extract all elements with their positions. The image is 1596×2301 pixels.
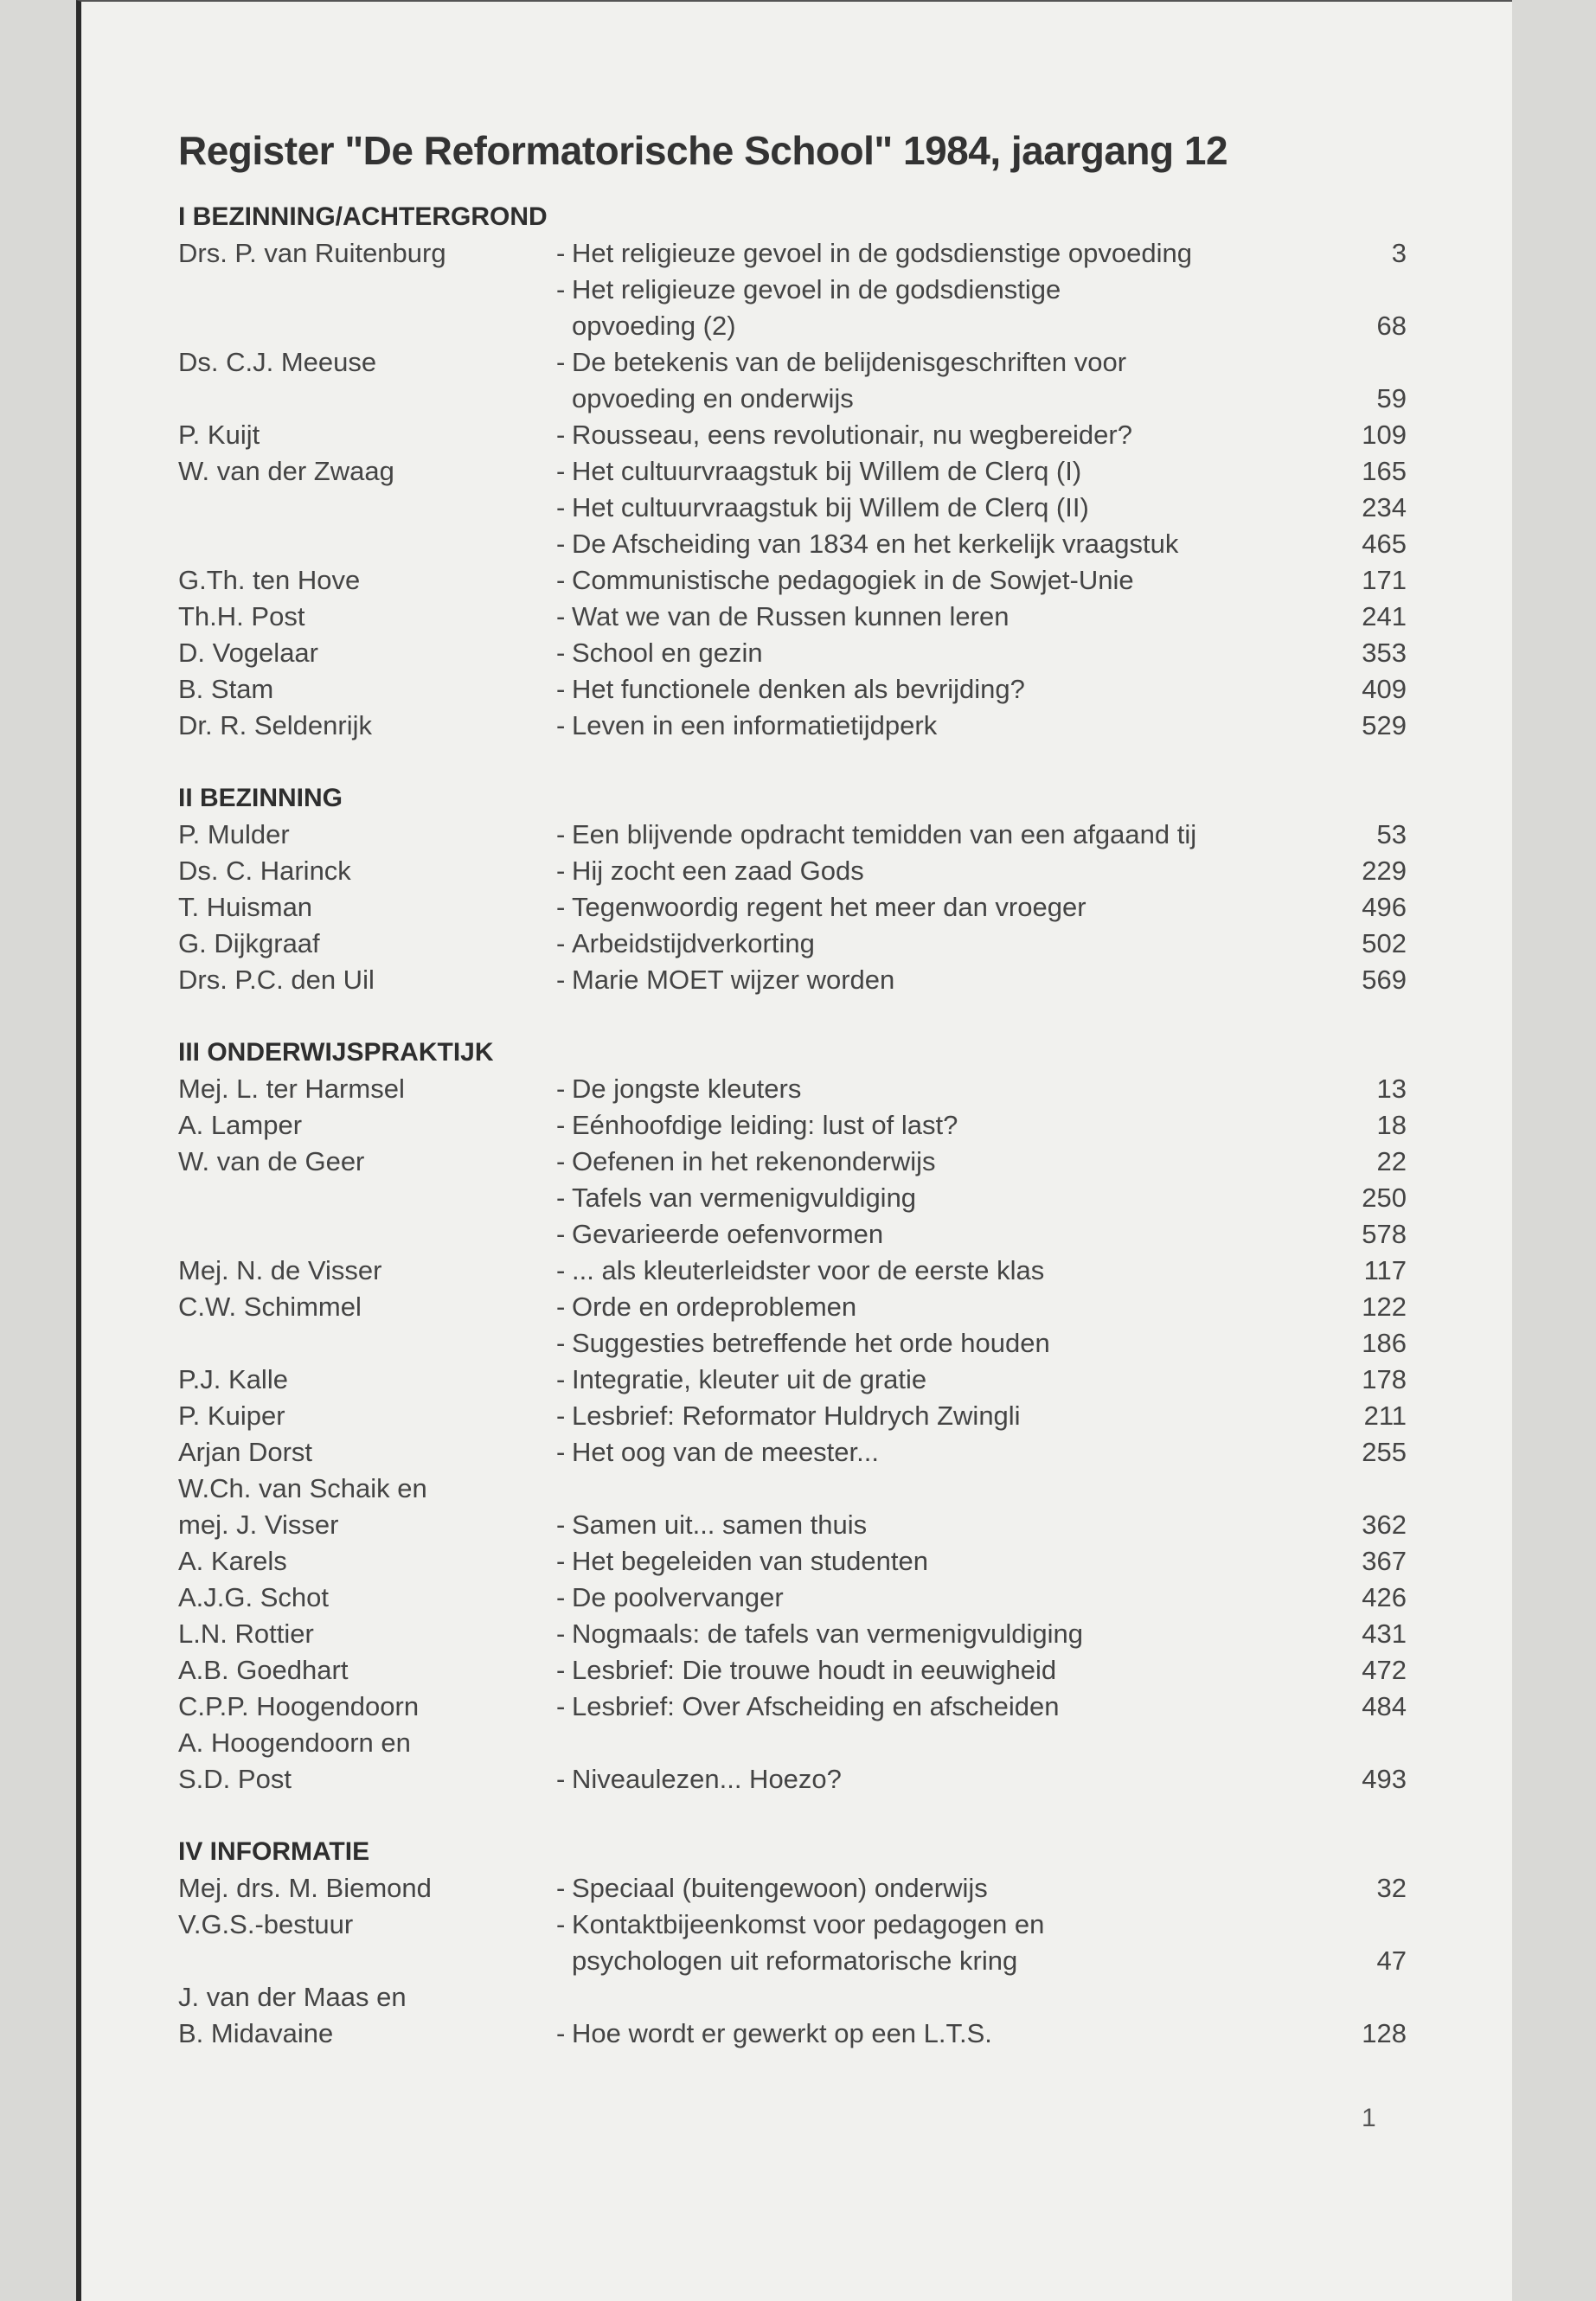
entry-page-number: 472 — [1362, 1655, 1407, 1685]
register-entry-row — [178, 453, 1407, 490]
entry-article — [556, 1580, 1407, 1616]
register-entry-row — [178, 417, 1407, 453]
register-entry-row — [178, 1907, 1407, 1979]
entry-dash: - — [556, 1255, 566, 1285]
entry-title: Leven in een informatietijdperk — [572, 710, 938, 740]
entry-author: W.Ch. van Schaik en mej. J. Visser — [178, 1473, 427, 1540]
register-section — [178, 1035, 1407, 1798]
entry-article — [556, 272, 1407, 344]
section-heading: I BEZINNING/ACHTERGROND — [178, 202, 548, 231]
entry-page-number: 234 — [1362, 492, 1407, 522]
entry-title: Het begeleiden van studenten — [572, 1546, 928, 1576]
register-entry-row — [178, 635, 1407, 671]
entry-author: Mej. L. ter Harmsel — [178, 1074, 405, 1104]
register-section — [178, 199, 1407, 744]
entry-article — [556, 1761, 1407, 1798]
entry-author: Ds. C.J. Meeuse — [178, 347, 377, 377]
entry-title: Lesbrief: Die trouwe houdt in eeuwigheid — [572, 1655, 1057, 1685]
entry-page-number: 117 — [1363, 1255, 1407, 1285]
register-entry-row — [178, 1398, 1407, 1434]
entry-author: Mej. drs. M. Biemond — [178, 1873, 432, 1903]
entry-page-number: 165 — [1362, 456, 1407, 486]
entry-title: School en gezin — [572, 638, 763, 668]
entry-article — [556, 2016, 1407, 2052]
register-entry-row — [178, 526, 1407, 562]
entry-title: Tafels van vermenigvuldiging — [572, 1183, 917, 1213]
section-heading: III ONDERWIJSPRAKTIJK — [178, 1038, 494, 1067]
register-entry-row — [178, 1725, 1407, 1798]
register-entry-row — [178, 1689, 1407, 1725]
entry-author: Mej. N. de Visser — [178, 1255, 382, 1285]
entry-article — [556, 235, 1407, 272]
register-entry-row — [178, 1616, 1407, 1652]
register-entry-row — [178, 1253, 1407, 1289]
entry-dash: - — [556, 1618, 566, 1649]
entry-author: P. Mulder — [178, 819, 290, 849]
register-entry-row — [178, 344, 1407, 417]
register-entry-row — [178, 599, 1407, 635]
entry-page-number: 171 — [1362, 565, 1407, 595]
entry-title: De betekenis van de belijdenisgeschriften voor opvoeding en onderwijs — [572, 347, 1127, 413]
entry-title: Hij zocht een zaad Gods — [572, 856, 864, 886]
entry-dash: - — [556, 892, 566, 922]
entry-author: A. Hoogendoorn en S.D. Post — [178, 1727, 411, 1794]
entry-dash: - — [556, 1437, 566, 1467]
entry-article — [556, 817, 1407, 853]
entry-dash: - — [556, 420, 566, 450]
entry-dash: - — [556, 638, 566, 668]
entry-title: Wat we van de Russen kunnen leren — [572, 601, 1010, 631]
entry-page-number: 569 — [1362, 965, 1407, 995]
entry-title: De jongste kleuters — [572, 1074, 802, 1104]
entry-page-number: 59 — [1376, 383, 1407, 413]
entry-article — [556, 1434, 1407, 1471]
entry-author: C.P.P. Hoogendoorn — [178, 1691, 420, 1721]
entry-title: Het religieuze gevoel in de godsdienstige opvoeding (2) — [572, 274, 1061, 341]
entry-dash: - — [556, 1219, 566, 1249]
entry-author: V.G.S.-bestuur — [178, 1909, 354, 1939]
entry-page-number: 493 — [1362, 1764, 1407, 1794]
entry-page-number: 502 — [1362, 928, 1407, 958]
register-entry-row — [178, 1216, 1407, 1253]
entry-title: Tegenwoordig regent het meer dan vroeger — [572, 892, 1086, 922]
entry-title: Orde en ordeproblemen — [572, 1292, 857, 1322]
entry-article — [556, 526, 1407, 562]
entry-author: Th.H. Post — [178, 601, 305, 631]
entry-author: C.W. Schimmel — [178, 1292, 362, 1322]
register-entry-row — [178, 853, 1407, 889]
register-entry-row — [178, 1107, 1407, 1144]
entry-author: P.J. Kalle — [178, 1364, 288, 1394]
entry-title: Nogmaals: de tafels van vermenigvuldiging — [572, 1618, 1084, 1649]
entry-author: A.J.G. Schot — [178, 1582, 330, 1612]
entry-article — [556, 1253, 1407, 1289]
entry-author: A. Karels — [178, 1546, 287, 1576]
entry-article — [556, 708, 1407, 744]
register-entry-row — [178, 1434, 1407, 1471]
entry-author: Dr. R. Seldenrijk — [178, 710, 372, 740]
entry-author: P. Kuijt — [178, 420, 260, 450]
entry-page-number: 367 — [1362, 1546, 1407, 1576]
entry-dash: - — [556, 456, 566, 486]
entry-page-number: 353 — [1362, 638, 1407, 668]
register-section — [178, 780, 1407, 998]
entry-article — [556, 1616, 1407, 1652]
register-sections — [178, 199, 1407, 2052]
entry-title: Communistische pedagogiek in de Sowjet-Unie — [572, 565, 1134, 595]
entry-dash: - — [556, 1364, 566, 1394]
entry-dash: - — [556, 1110, 566, 1140]
entry-page-number: 18 — [1376, 1110, 1407, 1140]
entry-dash: - — [556, 1183, 566, 1213]
register-entry-row — [178, 926, 1407, 962]
entry-dash: - — [556, 1074, 566, 1104]
entry-title: De Afscheiding van 1834 en het kerkelijk vraagstuk — [572, 529, 1179, 559]
entry-author: Drs. P. van Ruitenburg — [178, 238, 446, 268]
entry-title: Eénhoofdige leiding: lust of last? — [572, 1110, 958, 1140]
entry-author: J. van der Maas en B. Midavaine — [178, 1982, 407, 2048]
entry-article — [556, 635, 1407, 671]
entry-article — [556, 1689, 1407, 1725]
entry-title: Oefenen in het rekenonderwijs — [572, 1146, 936, 1176]
entry-page-number: 431 — [1362, 1618, 1407, 1649]
entry-dash: - — [556, 238, 566, 268]
entry-dash: - — [556, 565, 566, 595]
section-heading: IV INFORMATIE — [178, 1837, 370, 1866]
entry-article — [556, 562, 1407, 599]
entry-dash: - — [556, 1146, 566, 1176]
register-entry-row — [178, 1362, 1407, 1398]
entry-page-number: 3 — [1391, 238, 1407, 268]
entry-article — [556, 417, 1407, 453]
entry-article — [556, 1907, 1407, 1979]
entry-page-number: 47 — [1376, 1945, 1407, 1976]
entry-title: Arbeidstijdverkorting — [572, 928, 815, 958]
entry-title: Het cultuurvraagstuk bij Willem de Clerq (I) — [572, 456, 1082, 486]
entry-title: Rousseau, eens revolutionair, nu wegbereider? — [572, 420, 1132, 450]
entry-page-number: 13 — [1376, 1074, 1407, 1104]
entry-page-number: 186 — [1362, 1328, 1407, 1358]
entry-dash: - — [556, 1764, 566, 1794]
register-entry-row — [178, 962, 1407, 998]
entry-article — [556, 599, 1407, 635]
entry-author: T. Huisman — [178, 892, 313, 922]
entry-page-number: 211 — [1363, 1400, 1407, 1431]
entry-title: Hoe wordt er gewerkt op een L.T.S. — [572, 2018, 992, 2048]
entry-article — [556, 1870, 1407, 1907]
entry-page-number: 362 — [1362, 1509, 1407, 1540]
entry-dash: - — [556, 1328, 566, 1358]
entry-page-number: 529 — [1362, 710, 1407, 740]
entry-article — [556, 671, 1407, 708]
register-entry-row — [178, 272, 1407, 344]
entry-page-number: 255 — [1362, 1437, 1407, 1467]
entry-author: P. Kuiper — [178, 1400, 285, 1431]
entry-author: G. Dijkgraaf — [178, 928, 320, 958]
register-entry-row — [178, 1289, 1407, 1325]
entry-article — [556, 1180, 1407, 1216]
entry-page-number: 109 — [1362, 420, 1407, 450]
entry-dash: - — [556, 529, 566, 559]
document-page — [76, 0, 1512, 2301]
entry-title: Lesbrief: Reformator Huldrych Zwingli — [572, 1400, 1021, 1431]
entry-title: ... als kleuterleidster voor de eerste klas — [572, 1255, 1045, 1285]
entry-dash: - — [556, 1691, 566, 1721]
entry-title: Gevarieerde oefenvormen — [572, 1219, 884, 1249]
entry-title: Kontaktbijeenkomst voor pedagogen en psychologen uit reformatorische kring — [572, 1909, 1045, 1976]
page-number: 1 — [1362, 2104, 1376, 2132]
register-content — [178, 123, 1407, 2088]
register-entry-row — [178, 1543, 1407, 1580]
entry-page-number: 229 — [1362, 856, 1407, 886]
entry-title: Integratie, kleuter uit de gratie — [572, 1364, 927, 1394]
entry-article — [556, 1289, 1407, 1325]
register-entry-row — [178, 235, 1407, 272]
register-entry-row — [178, 1979, 1407, 2052]
entry-title: De poolvervanger — [572, 1582, 784, 1612]
entry-dash: - — [556, 710, 566, 740]
entry-author: Ds. C. Harinck — [178, 856, 351, 886]
entry-dash: - — [556, 492, 566, 522]
entry-title: Het functionele denken als bevrijding? — [572, 674, 1025, 704]
entry-author: A. Lamper — [178, 1110, 303, 1140]
entry-dash: - — [556, 674, 566, 704]
entry-article — [556, 1216, 1407, 1253]
entry-dash: - — [556, 1873, 566, 1903]
entry-dash: - — [556, 1292, 566, 1322]
register-entry-row — [178, 671, 1407, 708]
entry-article — [556, 962, 1407, 998]
entry-author: D. Vogelaar — [178, 638, 318, 668]
register-entry-row — [178, 708, 1407, 744]
register-entry-row — [178, 889, 1407, 926]
entry-article — [556, 453, 1407, 490]
register-entry-row — [178, 1325, 1407, 1362]
entry-dash: - — [556, 928, 566, 958]
entry-article — [556, 853, 1407, 889]
entry-dash: - — [556, 601, 566, 631]
entry-dash: - — [556, 1546, 566, 1576]
entry-title: Niveaulezen... Hoezo? — [572, 1764, 842, 1794]
entry-article — [556, 1071, 1407, 1107]
entry-author: B. Stam — [178, 674, 274, 704]
entry-page-number: 484 — [1362, 1691, 1407, 1721]
entry-author: G.Th. ten Hove — [178, 565, 361, 595]
entry-page-number: 409 — [1362, 674, 1407, 704]
page-title: Register "De Reformatorische School" 1984, jaargang 12 — [178, 128, 1228, 173]
entry-title: Een blijvende opdracht temidden van een afgaand tij — [572, 819, 1197, 849]
entry-dash: - — [556, 1400, 566, 1431]
entry-dash: - — [556, 819, 566, 849]
entry-page-number: 22 — [1376, 1146, 1407, 1176]
entry-title: Marie MOET wijzer worden — [572, 965, 895, 995]
entry-author: Drs. P.C. den Uil — [178, 965, 375, 995]
register-entry-row — [178, 1180, 1407, 1216]
entry-page-number: 250 — [1362, 1183, 1407, 1213]
register-entry-row — [178, 1580, 1407, 1616]
entry-article — [556, 490, 1407, 526]
entry-page-number: 578 — [1362, 1219, 1407, 1249]
register-entry-row — [178, 1471, 1407, 1543]
entry-page-number: 496 — [1362, 892, 1407, 922]
entry-title: Samen uit... samen thuis — [572, 1509, 868, 1540]
entry-article — [556, 1543, 1407, 1580]
register-entry-row — [178, 562, 1407, 599]
entry-article — [556, 1507, 1407, 1543]
entry-dash: - — [556, 347, 566, 377]
entry-page-number: 32 — [1376, 1873, 1407, 1903]
register-section — [178, 1834, 1407, 2052]
entry-title: Lesbrief: Over Afscheiding en afscheiden — [572, 1691, 1060, 1721]
entry-dash: - — [556, 1655, 566, 1685]
entry-page-number: 178 — [1362, 1364, 1407, 1394]
entry-article — [556, 344, 1407, 417]
entry-author: W. van de Geer — [178, 1146, 365, 1176]
entry-page-number: 68 — [1376, 311, 1407, 341]
entry-title: Het religieuze gevoel in de godsdienstige opvoeding — [572, 238, 1192, 268]
entry-page-number: 53 — [1376, 819, 1407, 849]
entry-dash: - — [556, 1582, 566, 1612]
register-entry-row — [178, 1870, 1407, 1907]
entry-title: Het oog van de meester... — [572, 1437, 879, 1467]
entry-dash: - — [556, 2018, 566, 2048]
register-entry-row — [178, 490, 1407, 526]
entry-page-number: 426 — [1362, 1582, 1407, 1612]
entry-article — [556, 1325, 1407, 1362]
entry-article — [556, 889, 1407, 926]
entry-author: W. van der Zwaag — [178, 456, 394, 486]
entry-article — [556, 926, 1407, 962]
register-entry-row — [178, 1144, 1407, 1180]
section-heading: II BEZINNING — [178, 784, 343, 812]
register-entry-row — [178, 817, 1407, 853]
entry-page-number: 122 — [1362, 1292, 1407, 1322]
entry-title: Speciaal (buitengewoon) onderwijs — [572, 1873, 988, 1903]
entry-dash: - — [556, 1909, 566, 1939]
register-entry-row — [178, 1071, 1407, 1107]
entry-author: Arjan Dorst — [178, 1437, 313, 1467]
entry-dash: - — [556, 1509, 566, 1540]
entry-title: Suggesties betreffende het orde houden — [572, 1328, 1050, 1358]
entry-page-number: 241 — [1362, 601, 1407, 631]
entry-page-number: 465 — [1362, 529, 1407, 559]
entry-page-number: 128 — [1362, 2018, 1407, 2048]
entry-author: L.N. Rottier — [178, 1618, 314, 1649]
entry-dash: - — [556, 274, 566, 304]
entry-dash: - — [556, 965, 566, 995]
entry-article — [556, 1107, 1407, 1144]
entry-article — [556, 1362, 1407, 1398]
entry-article — [556, 1652, 1407, 1689]
entry-author: A.B. Goedhart — [178, 1655, 349, 1685]
register-entry-row — [178, 1652, 1407, 1689]
entry-article — [556, 1144, 1407, 1180]
entry-dash: - — [556, 856, 566, 886]
entry-title: Het cultuurvraagstuk bij Willem de Clerq (II) — [572, 492, 1089, 522]
entry-article — [556, 1398, 1407, 1434]
